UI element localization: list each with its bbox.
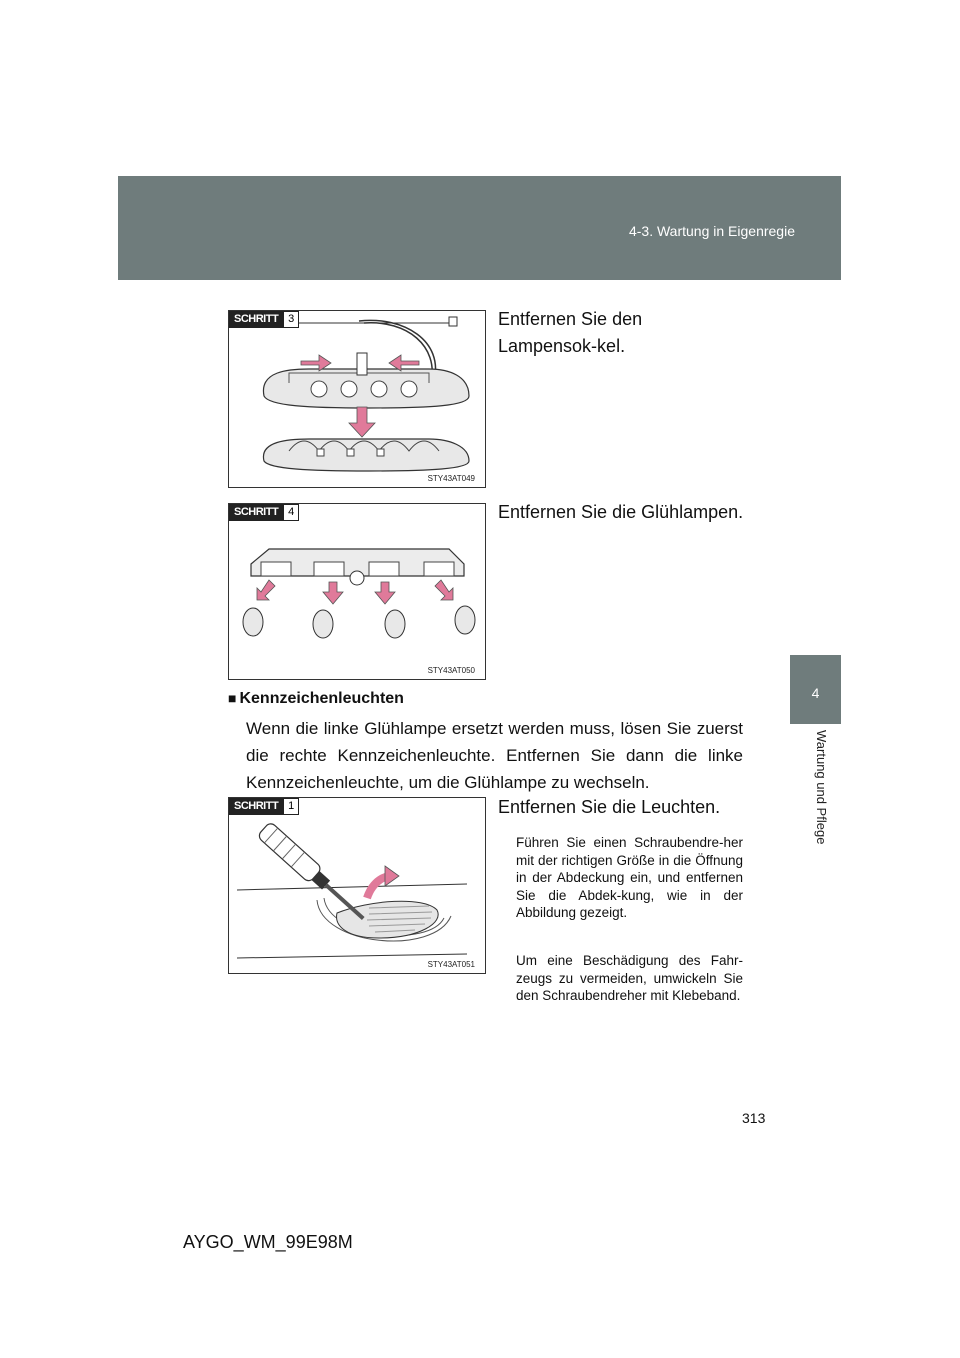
step-badge	[229, 504, 299, 521]
manual-code: AYGO_WM_99E98M	[183, 1232, 353, 1252]
step-badge-number: 1	[283, 798, 299, 815]
figure-step-4	[228, 503, 486, 680]
warning-note: Um eine Beschädigung des Fahr-zeugs zu vermeiden, umwickeln Sie den Schraubendreher mit Klebeband.	[516, 953, 743, 1003]
chapter-tab-number: 4	[811, 685, 820, 701]
figure-code: STY43AT050	[427, 666, 475, 675]
section-body: Wenn die linke Glühlampe ersetzt werden muss, lösen Sie zuerst die rechte Kennzeichenleuchte. Entfernen Sie dann die linke Kennzeichenleuchte, um die Glühlampe zu wechseln.	[246, 719, 743, 792]
chapter-header	[118, 176, 841, 280]
step-4-title: Entfernen Sie die Glühlampen.	[498, 502, 744, 522]
square-bullet-icon: ■	[228, 690, 237, 706]
screwdriver-illustration	[229, 798, 485, 973]
lamp-socket-illustration	[229, 311, 485, 487]
step-badge-number: 4	[283, 504, 299, 521]
step-1-title: Entfernen Sie die Leuchten.	[498, 797, 721, 817]
figure-step-1	[228, 797, 486, 974]
page-number: 313	[742, 1110, 766, 1126]
step-3-title: Entfernen Sie den Lampensok-kel.	[498, 309, 643, 356]
chapter-side-label: Wartung und Pflege	[814, 730, 829, 845]
figure-code: STY43AT049	[427, 474, 475, 483]
step-badge-number: 3	[283, 311, 299, 328]
instruction-note: Führen Sie einen Schraubendre-her mit der richtigen Größe in die Öffnung in der Abdeckung ein, und entfernen Sie die Abdek-kung, wie in der Abbildung gezeigt.	[516, 835, 743, 920]
bulbs-illustration	[229, 504, 485, 679]
section-heading	[228, 690, 404, 708]
figure-code: STY43AT051	[427, 960, 475, 969]
figure-step-3	[228, 310, 486, 488]
chapter-section-title: 4-3. Wartung in Eigenregie	[628, 223, 795, 239]
step-badge	[229, 311, 299, 328]
step-badge-label: SCHRITT	[229, 798, 283, 815]
chapter-tab	[790, 655, 841, 724]
step-badge-label: SCHRITT	[229, 504, 283, 521]
section-heading-text: Kennzeichenleuchten	[239, 690, 404, 707]
step-badge	[229, 798, 299, 815]
step-badge-label: SCHRITT	[229, 311, 283, 328]
